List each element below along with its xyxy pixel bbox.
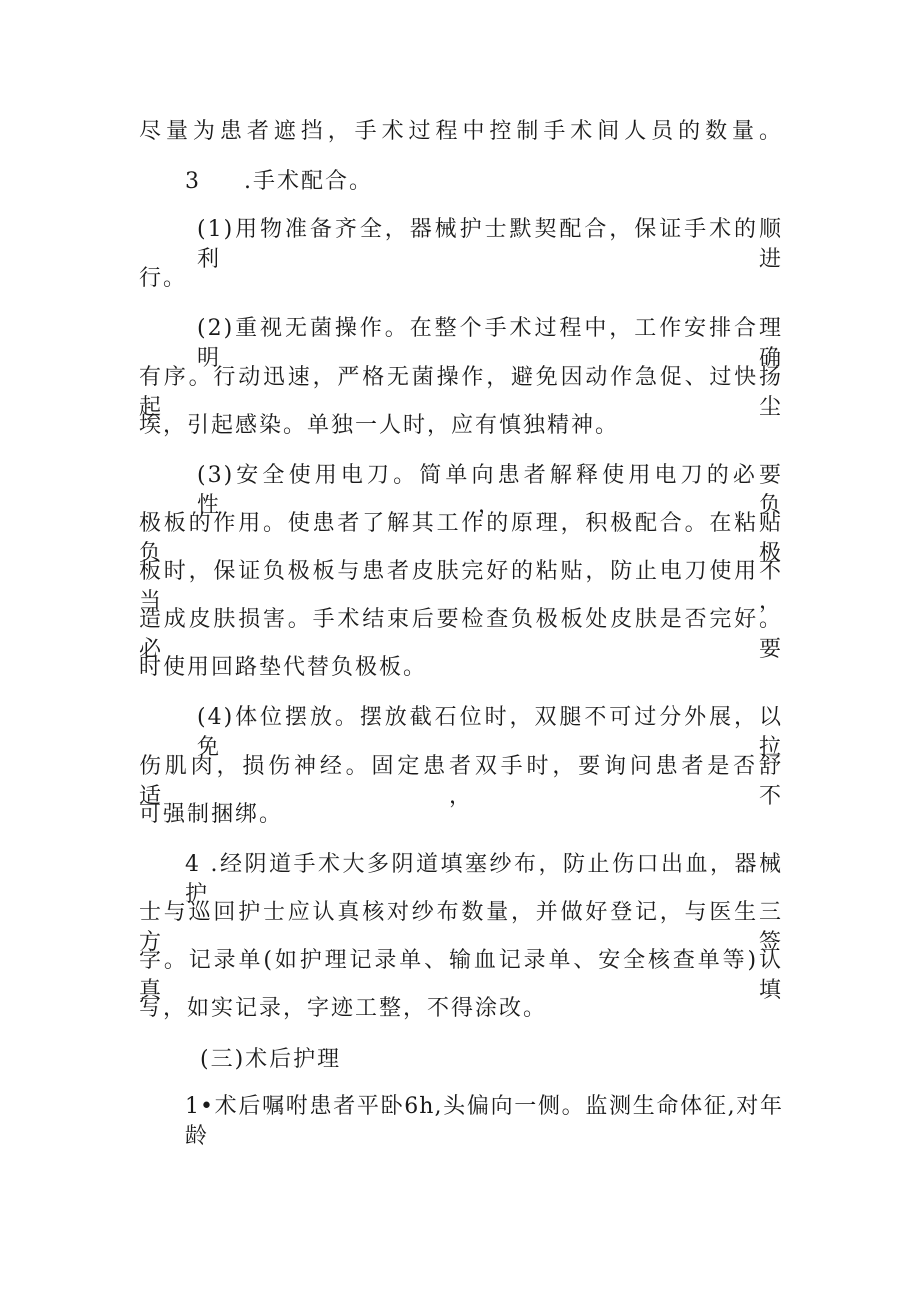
paragraph-line: (2)重视无菌操作。在整个手术过程中，工作安排合理明确: [197, 316, 783, 371]
paragraph-line: 尽量为患者遮挡，手术过程中控制手术间人员的数量。: [139, 119, 783, 144]
paragraph-line: 4 .经阴道手术大多阴道填塞纱布，防止伤口出血，器械护: [185, 852, 783, 907]
paragraph-line: (4)体位摆放。摆放截石位时，双腿不可过分外展，以免拉: [197, 705, 783, 760]
paragraph-line: (3)安全使用电刀。简单向患者解释使用电刀的必要性，负: [197, 463, 783, 518]
paragraph-line: 有序。行动迅速，严格无菌操作，避免因动作急促、过快扬起尘: [139, 365, 783, 420]
section-number: 3: [185, 169, 199, 194]
paragraph-line: 写，如实记录，字迹工整，不得涂改。: [139, 996, 548, 1021]
paragraph-line: 士与巡回护士应认真核对纱布数量，并做好登记，与医生三方签: [139, 900, 783, 955]
paragraph-line: 行。: [139, 266, 188, 291]
paragraph-line: 伤肌肉，损伤神经。固定患者双手时，要询问患者是否舒适，不: [139, 754, 783, 809]
paragraph-line: 时使用回路垫代替负极板。: [139, 655, 428, 680]
paragraph-line: 板时，保证负极板与患者皮肤完好的粘贴，防止电刀使用不当，: [139, 559, 783, 614]
paragraph-line: (1)用物准备齐全，器械护士默契配合，保证手术的顺利进: [197, 217, 783, 272]
paragraph-line: 字。记录单(如护理记录单、输血记录单、安全核查单等)认真填: [139, 948, 783, 1003]
subsection-heading: (三)术后护理: [200, 1047, 342, 1072]
paragraph-line: 埃，引起感染。单独一人时，应有慎独精神。: [139, 413, 620, 438]
paragraph-line: 造成皮肤损害。手术结束后要检查负极板处皮肤是否完好。必要: [139, 607, 783, 662]
paragraph-line: 极板的作用。使患者了解其工作的原理，积极配合。在粘贴负极: [139, 511, 783, 566]
section-heading: .手术配合。: [244, 169, 373, 194]
paragraph-line: 1•术后嘱咐患者平卧6h,头偏向一侧。监测生命体征,对年龄: [185, 1094, 783, 1149]
paragraph-line: 可强制捆绑。: [139, 802, 284, 827]
